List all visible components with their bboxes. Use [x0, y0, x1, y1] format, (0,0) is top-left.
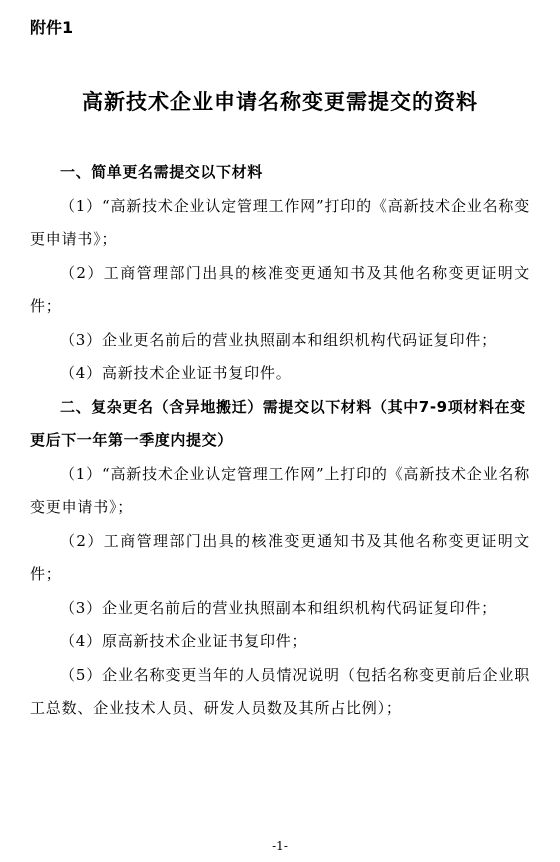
section-1-item-4: （4）高新技术企业证书复印件。 — [60, 364, 292, 382]
section-1-item-2: （2）工商管理部门出具的核准变更通知书及其他名称变更证明文件； — [30, 263, 530, 315]
section-1-item-3: （3）企业更名前后的营业执照副本和组织机构代码证复印件； — [60, 330, 497, 349]
section-2-heading: 二、复杂更名（含异地搬迁）需提交以下材料（其中7-9项材料在变更后下一年第一季度内提交） — [30, 397, 526, 449]
document-title: 高新技术企业申请名称变更需提交的资料 — [82, 90, 478, 114]
section-1-item-1: （1）“高新技术企业认定管理工作网”打印的《高新技术企业名称变更申请书》； — [30, 196, 530, 248]
section-2-item-2: （2）工商管理部门出具的核准变更通知书及其他名称变更证明文件； — [30, 531, 530, 583]
section-2-item-1: （1）“高新技术企业认定管理工作网”上打印的《高新技术企业名称变更申请书》； — [30, 464, 530, 516]
section-2-item-4: （4）原高新技术企业证书复印件； — [60, 632, 308, 650]
page-number: -1- — [272, 839, 288, 853]
attachment-label: 附件1 — [30, 18, 74, 37]
document-body — [30, 156, 530, 726]
section-2-item-3: （3）企业更名前后的营业执照副本和组织机构代码证复印件； — [60, 598, 497, 617]
section-1-heading: 一、简单更名需提交以下材料 — [60, 163, 263, 181]
section-2-item-5: （5）企业名称变更当年的人员情况说明（包括名称变更前后企业职工总数、企业技术人员、研发人员数及其所占比例）； — [30, 665, 530, 717]
